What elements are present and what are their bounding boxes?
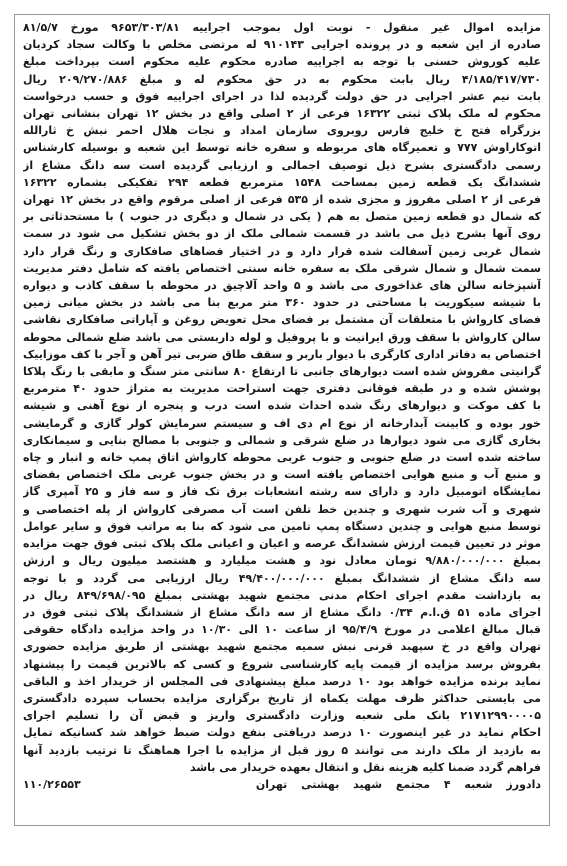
notice-line: فضای کارواش با متعلقات آن مشتمل بر فضای محل تعویض روغن و آپاراتی صافکاری نقاشی: [23, 313, 541, 327]
notice-line: مزایده اموال غیر منقول - نوبت اول بموجب اجراییه ۹۶۵۳/۳۰۳/۸۱ مورخ ۸۱/۵/۷: [23, 21, 541, 34]
notice-line: اجرای ماده ۵۱ ق.ا.م ۰/۳۴ دانگ مشاع از سه دانگ مشاع از ششدانگ پلاک ثبتی فوق در: [23, 605, 541, 619]
notice-line: نمایشگاه اتومبیل دارد و دارای سه رشته انشعابات برق تک فاز و سه فاز و ۲۵ آمپری گاز: [23, 485, 541, 499]
notice-line: شمال غربی زمین آسفالت شده قرار دارد و در اختیار فضاهای صافکاری و رنگ قرار دارد: [23, 244, 541, 258]
notice-line: محکوم له ملک پلاک ثبتی ۱۶۳۲۲ فرعی از ۲ اصلی واقع در بخش ۱۲ تهران بنشانی تهران: [23, 107, 541, 121]
notice-line: علیه کوروش حسنی با توجه به اجراییه صادره محکوم علیه محکوم است بپرداخت مبلغ: [23, 55, 541, 69]
auction-notice: [14, 14, 550, 826]
reference-number: ۱۱۰/۲۶۵۵۳: [23, 777, 81, 791]
notice-line: ۴/۱۸۵/۴۱۷/۷۳۰ ریال بابت محکوم به در حق محکوم له و مبلغ ۲۰۹/۲۷۰/۸۸۶ ریال: [23, 72, 541, 86]
notice-line: و منبع آب و منبع هوایی اختصاص یافته است و در بخش جنوب غربی ملک اختصاص بفضای: [23, 468, 541, 482]
notice-body: [23, 19, 541, 776]
notice-line: قبال مبالغ اعلامی در مورخ ۹۵/۴/۹ از ساعت ۱۰ الی ۱۰/۳۰ در واحد مزایده دادگاه حقوقی: [23, 623, 541, 637]
notice-line: رسمی دادگستری بشرح ذیل توصیف اجمالی و ارزیابی گردیده است سه دانگ مشاع از: [23, 158, 541, 172]
notice-line: نماید برنده مزایده خواهد بود ۱۰ درصد مبلغ پیشنهادی فی المجلس از خریدار اخذ و الباقی: [23, 674, 541, 688]
notice-line: بزرگراه فتح خ خلیج فارس روبروی سازمان امداد و نجات هلال احمر نبش خ ثارالله: [23, 124, 541, 138]
notice-line: می بایستی حداکثر ظرف مهلت یکماه از تاریخ برگزاری مزایده بحساب سپرده دادگستری: [23, 691, 541, 705]
notice-line: سمت شمال و شمال شرقی ملک به سفره خانه سنتی اختصاص یافته که شامل دفتر مدیریت: [23, 261, 541, 275]
notice-line: فرعی از ۲ اصلی مفروز و مجزی شده از ۵۳۵ فرعی از اصلی مرقوم واقع در بخش ۱۲ تهران: [23, 193, 541, 207]
notice-line: سالن کارواش با سقف ورق ایرانیت و با پروفیل و لوله داربستی می باشد ضلع شمالی محوطه: [23, 330, 541, 344]
notice-line: فراهم گردد ضمنا کلیه هزینه نقل و انتقال بعهده خریدار می باشد: [189, 760, 541, 774]
signature-line: دادورز شعبه ۴ مجتمع شهید بهشتی تهران: [255, 777, 541, 791]
notice-line: پوشش شده و در طبقه فوقانی دفتری جهت استراحت مدیریت به متراژ حدود ۴۰ مترمربع: [23, 382, 541, 396]
notice-line: با شیشه سیکوریت با مساحتی در حدود ۳۶۰ متر مربع بنا می باشد در بخش میانی زمین: [23, 296, 541, 310]
notice-line: خور بوده و کابینت آبدارخانه از نوع ام دی اف و سیستم سرمایش کولر گازی و گرمایشی: [23, 416, 541, 430]
notice-footer: [23, 778, 541, 791]
notice-line: به بازداشت مقدم اجرای احکام مدنی مجتمع شهید بهشتی بمبلغ ۸۴۹/۶۹۸/۰۹۵ ریال در: [23, 588, 541, 602]
notice-line: گرانیتی مفروش شده است دیوارهای جانبی تا ارتفاع ۸۰ سانتی متر سنگ و مابقی با رنگ پلاکا: [23, 365, 541, 379]
notice-line: بابت نیم عشر اجرایی در حق دولت گردیده لذا در اجرای اجراییه فوق و حسب درخواست: [23, 89, 541, 103]
notice-line: احکام نماید در غیر اینصورت ۱۰ درصد دریافتی بنفع دولت ضبط خواهد شد کسانیکه تمایل: [23, 726, 541, 740]
notice-line: شهری و آب شرب شهری و چندین خط تلفن است آب مصرفی کارواش از پله اختصاصی و: [23, 502, 541, 516]
notice-line: بخاری گازی می شود دیوارها در ضلع شرقی و شمالی و جنوبی با مصالح بنایی و سیمانکاری: [23, 433, 541, 447]
notice-line: سه دانگ مشاع از ششدانگ بمبلغ ۴۹/۴۰۰/۰۰۰/۰۰۰ ریال ارزیابی می گردد و با توجه: [23, 571, 541, 585]
notice-line: با کف موکت و دیوارهای رنگ شده احداث شده است درب و پنجره از نوع آهنی و شیشه: [23, 399, 541, 413]
notice-line: ششدانگ یک قطعه زمین بمساحت ۱۵۴۸ مترمربع قطعه ۲۹۴ تفکیکی بشماره ۱۶۳۲۲: [23, 175, 541, 189]
notice-line: به بازدید از ملک دارند می توانند ۵ روز قبل از مزایده با اجرا هماهنگ تا ترتیب بازدید آنها: [23, 743, 541, 757]
notice-line: صادره از این شعبه و در پرونده اجرایی ۹۱۰۱۴۳ له مرتضی مخلص با وکالت سجاد کردیان: [23, 38, 541, 52]
notice-line: تهران واقع در خ سپهبد قرنی نبش سمیه مجتمع شهید بهشتی از طریق مزایده حضوری: [23, 640, 541, 654]
notice-line: بفروش برسد مزایده از قیمت پایه کارشناسی شروع و کسی که بالاترین قیمت را پیشنهاد: [23, 657, 541, 671]
notice-line: آشپزخانه سالن های غذاخوری می باشد و ۵ واحد آلاچیق در محوطه با سقف کاذب و دیواره: [23, 279, 541, 293]
notice-line: اختصاص به دفاتر اداری کارگری با دیوار باربر و سقف طاق ضربی تیر آهن و آجر با کف موزاییک: [23, 347, 541, 361]
notice-line: اتوکاراوش ۷۷۷ و تعمیرگاه های مربوطه و سفره خانه توسط این شعبه و بوسیله کارشناس: [23, 141, 541, 155]
notice-line: ۲۱۷۱۲۹۹۰۰۰۰۵ بانک ملی شعبه وزارت دادگستری واریز و قبض آن را تسلیم اجرای: [23, 709, 541, 723]
notice-line: موثر در تعیین قیمت ارزش ششدانگ عرصه و اعیان و اعیانی ملک پلاک ثبتی فوق جهت مزایده: [23, 537, 541, 551]
notice-line: که شمال دو قطعه زمین متصل به هم ( یکی در شمال و دیگری در جنوب ) با مستحدثاتی بر: [23, 210, 541, 224]
notice-line: بمبلغ ۹/۸۸۰/۰۰۰/۰۰۰ تومان معادل نود و هشت میلیارد و هشتصد میلیون ریال و ارزش: [23, 554, 541, 568]
notice-line: توسط منبع هوایی و چندین دستگاه پمپ تامین می شود که بنا به مراتب فوق و سایر عوامل: [23, 519, 541, 533]
notice-line: روی آنها بشرح ذیل می باشد در قسمت شمالی ملک از دو بخش تشکیل می شود در سمت: [23, 227, 541, 241]
notice-line: ساخته شده است در ضلع جنوبی و جنوب غربی محوطه کارواش اتاق پمپ خانه و انبار و چاه: [23, 451, 541, 465]
